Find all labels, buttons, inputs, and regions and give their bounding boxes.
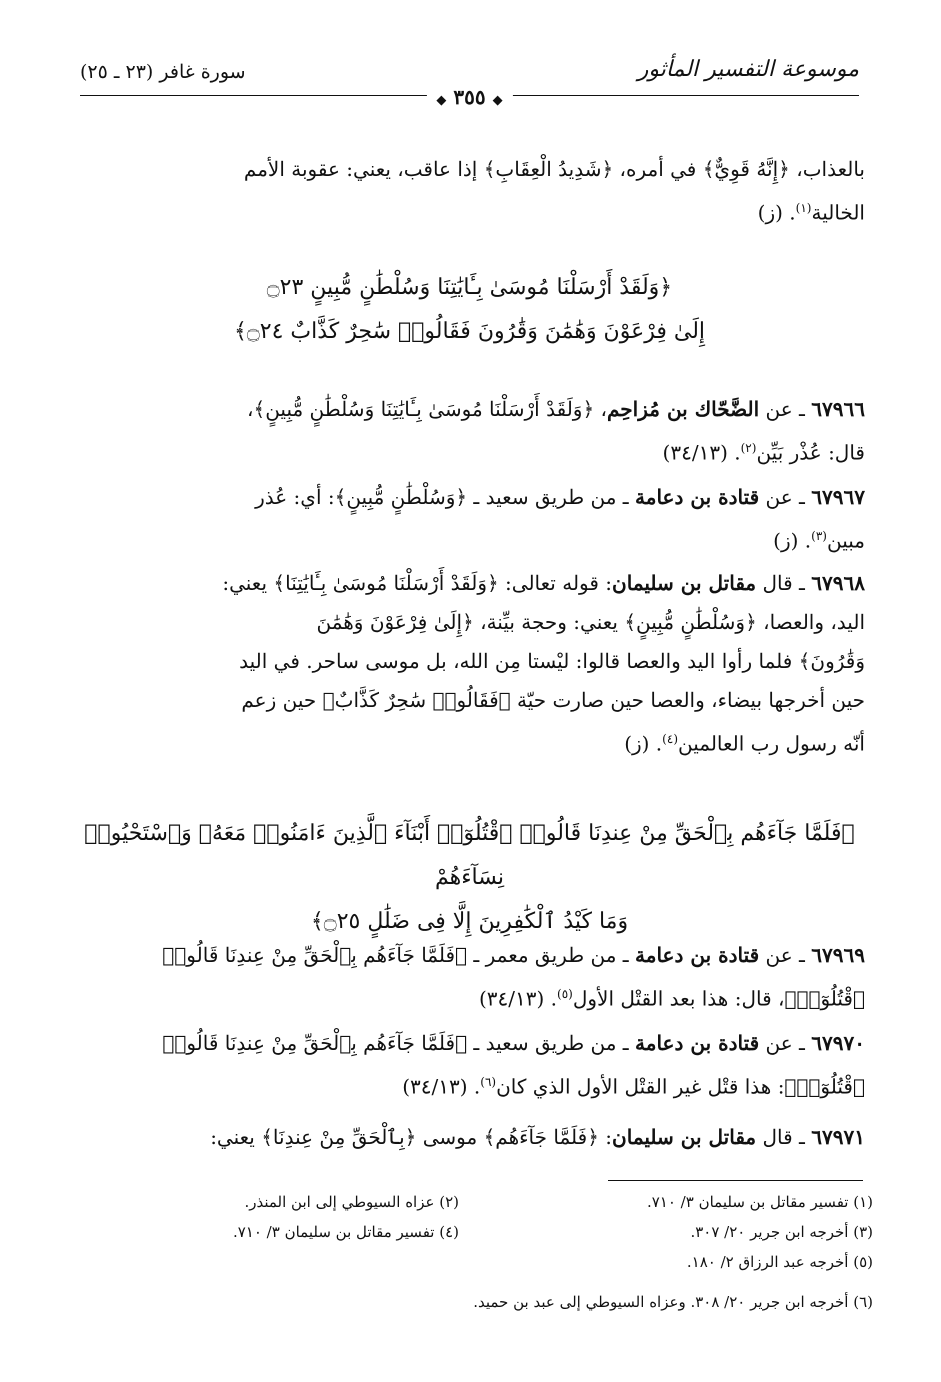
reference: . (٣٤/١٣) — [402, 1074, 481, 1099]
report-number: ٦٧٩٦٦ — [811, 397, 865, 421]
surah-reference: سورة غافر (٢٣ ـ ٢٥) — [80, 61, 246, 83]
reference: . (٣٤/١٣) — [478, 986, 558, 1011]
report-line — [74, 720, 865, 764]
report-67968 — [74, 564, 865, 764]
footnote-marker: (١) — [795, 201, 812, 215]
report-line — [74, 1024, 865, 1063]
footnote-marker: (٦) — [480, 1075, 497, 1089]
report-67969 — [74, 936, 865, 1019]
footnote-rule — [608, 1180, 863, 1181]
report-number: ٦٧٩٦٨ — [811, 571, 865, 595]
narrator-name: قتادة بن دعامة — [635, 1031, 760, 1055]
report-line — [74, 1063, 865, 1107]
report-line — [74, 517, 865, 561]
report-prefix: ـ قال — [756, 571, 812, 595]
page-number-wrap — [426, 85, 512, 109]
report-text: ٱقْتُلُوٓا۟﴾: هذا قتْل غير القتْل الأول الذي كان — [496, 1074, 865, 1099]
narrator-name: الضَّحّاك بن مُزاحِم — [607, 397, 760, 421]
report-line — [74, 975, 865, 1019]
verse-line-2: إِلَىٰ فِرْعَوْنَ وَهَٰمَٰنَ وَقَٰرُونَ فَقَالُوا۟ سَٰحِرٌ كَذَّابٌ ۝٢٤﴾ — [233, 319, 706, 344]
narrator-name: مقاتل بن سليمان — [612, 1125, 757, 1149]
footnote-marker: (٥) — [557, 987, 573, 1001]
report-text: قال: عُذْر بَيِّن — [756, 440, 865, 465]
report-line — [74, 936, 865, 975]
report-text: : ﴿فَلَمَّا جَآءَهُم﴾ موسى ﴿بِٱلْحَقِّ مِنْ عِندِنَا﴾ يعني: — [210, 1125, 613, 1149]
report-prefix: ـ عن — [759, 943, 812, 967]
quran-verse-23-24 — [74, 266, 865, 354]
report-line — [74, 429, 865, 473]
intro-text: الخالية — [811, 200, 865, 225]
footnote-1: (١) تفسير مقاتل بن سليمان ٣/ ٧١٠. — [646, 1193, 873, 1211]
page-number: ٣٥٥ — [453, 85, 486, 109]
intro-paragraph — [74, 150, 865, 233]
book-title: موسوعة التفسير المأثور — [637, 57, 859, 82]
narrator-name: قتادة بن دعامة — [635, 943, 760, 967]
report-line: اليد، والعصا، ﴿وَسُلْطَٰنٍ مُّبِينٍ﴾ يعني: وحجة بيِّنة، ﴿إِلَىٰ فِرْعَوْنَ وَهَٰمَٰنَ — [316, 610, 865, 634]
report-line: وَقَٰرُونَ﴾ فلما رأوا اليد والعصا قالوا: ليْستا مِن الله، بل موسى ساحر. في اليد — [239, 649, 865, 673]
report-text: ـ من طريق سعيد ـ ﴿وَسُلْطَٰنٍ مُّبِينٍ﴾: أي: عُذر — [255, 485, 636, 509]
verse-line-2: وَمَا كَيْدُ ٱلْكَٰفِرِينَ إِلَّا فِى ضَلَٰلٍ ۝٢٥﴾ — [310, 909, 629, 934]
reference: . (ز) — [624, 731, 663, 756]
report-67971 — [74, 1118, 865, 1157]
intro-line-1: بالعذاب، ﴿إِنَّهُ قَوِيٌّ﴾ في أمره، ﴿شَدِيدُ الْعِقَابِ﴾ إذا عاقب، يعني: عقوبة الأمم — [243, 157, 865, 181]
report-number: ٦٧٩٧٠ — [811, 1031, 865, 1055]
report-text: مبين — [826, 528, 865, 553]
footnote-6: (٦) أخرجه ابن جرير ٢٠/ ٣٠٨. وعزاه السيوطي إلى عبد بن حميد. — [473, 1293, 873, 1311]
report-prefix: ـ عن — [759, 485, 812, 509]
reference: . (ز) — [773, 528, 812, 553]
reference: . (٣٤/١٣) — [662, 440, 741, 465]
verse-line-1: ﴿فَلَمَّا جَآءَهُم بِٱلْحَقِّ مِنْ عِندِنَا قَالُوا۟ ٱقْتُلُوٓا۟ أَبْنَآءَ ٱلَّذِينَ ءَامَنُوا۟ مَعَهُۥ وَٱسْتَحْيُوا۟ نِسَآءَهُمْ — [84, 821, 855, 890]
report-line — [74, 390, 865, 429]
report-line — [74, 478, 865, 517]
verse-line-1: ﴿وَلَقَدْ أَرْسَلْنَا مُوسَىٰ بِـَٔايَٰتِنَا وَسُلْطَٰنٍ مُّبِينٍ ۝٢٣ — [266, 275, 673, 300]
report-line: حين أخرجها بيضاء، والعصا حين صارت حيّة ﴿فَقَالُوا۟ سَٰحِرٌ كَذَّابٌ﴾ حين زعم — [241, 688, 865, 712]
narrator-name: مقاتل بن سليمان — [612, 571, 757, 595]
report-number: ٦٧٩٦٩ — [811, 943, 865, 967]
page-header — [80, 55, 859, 109]
footnote-marker: (٤) — [662, 732, 678, 746]
report-text: ٱقْتُلُوٓا۟﴾، قال: هذا بعد القتْل الأول — [572, 986, 865, 1011]
report-number: ٦٧٩٦٧ — [811, 485, 865, 509]
report-text: ـ من طريق سعيد ـ ﴿فَلَمَّا جَآءَهُم بِٱلْحَقِّ مِنْ عِندِنَا قَالُوا۟ — [162, 1031, 636, 1055]
report-67967 — [74, 478, 865, 561]
report-67970 — [74, 1024, 865, 1107]
report-text: ، ﴿وَلَقَدْ أَرْسَلْنَا مُوسَىٰ بِـَٔايَٰتِنَا وَسُلْطَٰنٍ مُّبِينٍ﴾، — [247, 397, 607, 421]
report-line — [74, 564, 865, 603]
report-text: أنّه رسول رب العالمين — [678, 731, 865, 756]
ornament-icon: ◆ — [492, 93, 503, 108]
report-67966 — [74, 390, 865, 473]
report-number: ٦٧٩٧١ — [811, 1125, 865, 1149]
footnote-5: (٥) أخرجه عبد الرزاق ٢/ ١٨٠. — [686, 1253, 873, 1271]
footnote-marker: (٢) — [740, 441, 757, 455]
intro-line-2 — [74, 189, 865, 233]
footnote-2: (٢) عزاه السيوطي إلى ابن المنذر. — [244, 1193, 459, 1211]
report-text: ـ من طريق معمر ـ ﴿فَلَمَّا جَآءَهُم بِٱلْحَقِّ مِنْ عِندِنَا قَالُوا۟ — [162, 943, 636, 967]
report-prefix: ـ عن — [759, 1031, 812, 1055]
footnote-marker: (٣) — [811, 529, 827, 543]
intro-tail: . (ز) — [757, 200, 796, 225]
footnote-4: (٤) تفسير مقاتل بن سليمان ٣/ ٧١٠. — [232, 1223, 459, 1241]
report-text: : قوله تعالى: ﴿وَلَقَدْ أَرْسَلْنَا مُوسَىٰ بِـَٔايَٰتِنَا﴾ يعني: — [222, 571, 613, 595]
report-prefix: ـ عن — [759, 397, 812, 421]
ornament-icon: ◆ — [436, 93, 447, 108]
footnote-3: (٣) أخرجه ابن جرير ٢٠/ ٣٠٧. — [690, 1223, 873, 1241]
quran-verse-25 — [74, 812, 865, 944]
report-line — [74, 1118, 865, 1157]
narrator-name: قتادة بن دعامة — [635, 485, 760, 509]
report-prefix: ـ قال — [756, 1125, 812, 1149]
